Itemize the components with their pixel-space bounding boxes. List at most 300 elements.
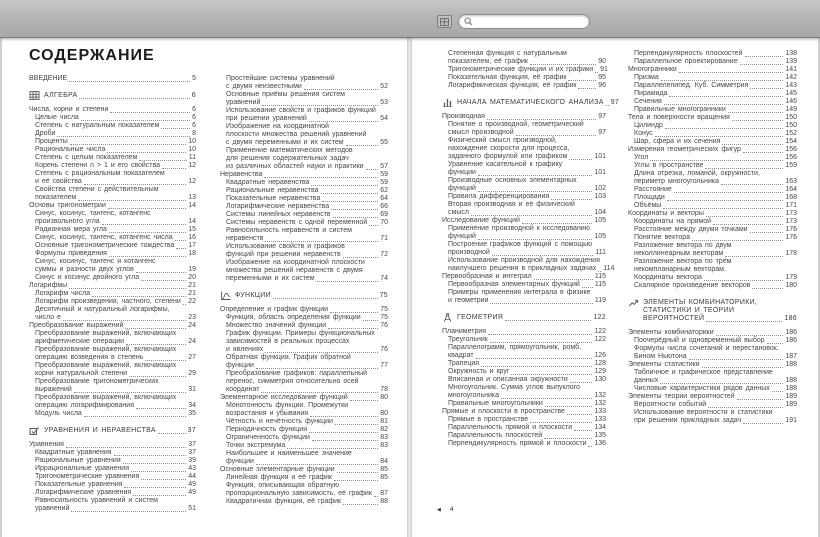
toc-entry	[442, 201, 606, 217]
toc-page-number: 10	[188, 138, 196, 145]
toc-entry-text: Уравнение касательной к графику	[448, 161, 563, 168]
dot-leader	[70, 144, 186, 145]
page-footer	[437, 506, 453, 513]
dot-leader	[716, 335, 784, 336]
toc-entry-text: Множество значений функции	[226, 322, 327, 329]
toc-entry	[220, 227, 388, 243]
dot-leader	[133, 495, 186, 496]
toc-page-number: 17	[188, 242, 196, 249]
toc-entry	[220, 498, 388, 506]
toc-entry-text: и геометрии	[448, 297, 489, 304]
dot-leader	[674, 192, 784, 193]
dot-leader	[721, 184, 783, 185]
toc-page-number: 122	[593, 314, 606, 321]
toc-entry	[628, 74, 797, 82]
toc-entry-text: НАЧАЛА МАТЕМАТИЧЕСКОГО АНАЛИЗА	[457, 99, 604, 106]
dot-leader	[713, 224, 783, 225]
toc-entry-text: некомпланарным векторам.	[634, 266, 726, 273]
toc-entry-text: Логарифм произведения, частного, степени	[35, 298, 181, 305]
toc-entry-text: заданного формулой или графиком	[448, 153, 568, 160]
toc-page-number: 105	[594, 217, 606, 224]
dot-leader	[569, 159, 592, 160]
toc-page-number: 145	[785, 90, 797, 97]
toc-page-number: 76	[380, 322, 388, 329]
dot-leader	[330, 312, 378, 313]
dot-leader	[183, 304, 186, 305]
toc-entry-text: Показательная функция, её график	[448, 74, 567, 81]
dot-leader	[660, 383, 783, 384]
toc-entry-text: Тела и поверхности вращения	[628, 114, 730, 121]
toc-entry-text: функций	[448, 233, 476, 240]
toc-entry-text: Параллелепипед. Куб. Симметрия	[634, 82, 749, 89]
toc-page-number: 84	[380, 458, 388, 465]
toc-page-number: 16	[188, 234, 196, 241]
dot-leader	[309, 121, 378, 122]
toc-page-number: 180	[785, 282, 797, 289]
dot-leader	[141, 479, 186, 480]
grid-icon	[440, 14, 449, 29]
toc-page-number: 6	[192, 114, 196, 121]
dot-leader	[679, 72, 783, 73]
dot-leader	[273, 298, 378, 299]
toc-page-number: 22	[188, 298, 196, 305]
toc-page-number: 82	[380, 426, 388, 433]
dot-leader	[772, 391, 784, 392]
toc-entry-text: Функция, область определения функции	[226, 314, 361, 321]
toc-entry-text: Точки экстремума	[226, 442, 286, 449]
toc-entry-text: Радианная мера угла	[35, 226, 107, 233]
toc-entry-text: Прямые в пространстве	[448, 416, 529, 423]
dot-leader	[530, 422, 592, 423]
toc-entry	[29, 457, 196, 465]
dot-leader	[145, 360, 186, 361]
toc-entry	[29, 226, 196, 234]
toc-entry-text: Измерения геометрических фигур	[628, 146, 741, 153]
toc-entry-text: Скалярное произведение векторов	[634, 282, 751, 289]
toc-entry-text: Применение производной к исследованию	[448, 225, 590, 232]
dot-leader	[343, 257, 378, 258]
toc-page-number: 188	[785, 361, 797, 368]
toc-entry-text: показателем, её график	[448, 58, 528, 65]
toc-entry	[29, 106, 196, 114]
toc-entry-text: Шар, сфера и их сечения	[634, 138, 721, 145]
dot-leader	[567, 414, 592, 415]
toc-entry	[442, 74, 606, 82]
toc-entry	[442, 432, 606, 440]
toc-page-number: 29	[188, 370, 196, 377]
dot-leader	[126, 344, 186, 345]
toc-page-number: 70	[380, 219, 388, 226]
toc-page-number: 88	[380, 498, 388, 505]
dot-leader	[476, 358, 593, 359]
thumbnails-button[interactable]	[437, 15, 452, 28]
dot-leader	[66, 447, 186, 448]
toc-page-number: 75	[380, 314, 388, 321]
dot-leader	[545, 406, 592, 407]
dot-leader	[333, 217, 379, 218]
toc-page-number: 51	[188, 505, 196, 512]
toc-entry-text: Квадратные уравнения	[35, 449, 112, 456]
toc-entry-text: Изображение на координатной	[226, 123, 329, 130]
toc-entry-text: Понятие о производной, геометрический	[448, 121, 584, 128]
dot-leader	[79, 98, 189, 99]
dot-leader	[69, 81, 190, 82]
toc-page-number: 52	[380, 83, 388, 90]
toc-entry-text: множества решений неравенств с двумя	[226, 267, 363, 274]
toc-page-number: 186	[785, 329, 797, 336]
toc-page-number: 132	[594, 392, 606, 399]
toc-entry-text: ВВЕДЕНИЕ	[29, 75, 68, 82]
toc-page-number: 83	[380, 434, 388, 441]
toc-page-number: 149	[785, 106, 797, 113]
toc-section-header	[442, 313, 606, 322]
dot-leader	[544, 438, 592, 439]
toc-entry	[628, 202, 797, 210]
toc-page-number: 49	[188, 489, 196, 496]
toc-entry	[442, 217, 606, 225]
toc-entry-text: зависимостей в реальных процессах	[226, 338, 350, 345]
toc-page-number: 122	[594, 336, 606, 343]
toc-page-number: 78	[380, 386, 388, 393]
toc-entry	[220, 147, 388, 171]
toc-entry-text: Корень степени n > 1 и его свойства	[35, 162, 161, 169]
dot-leader	[570, 382, 593, 383]
toc-page-number: 85	[380, 474, 388, 481]
toc-entry-text: Монотонность функции. Промежутки	[226, 402, 349, 409]
toc-entry	[442, 344, 606, 360]
toc-page-number: 53	[380, 99, 388, 106]
toc-page-number: 189	[785, 401, 797, 408]
toc-entry-text: показателем	[35, 194, 77, 201]
toc-entry	[442, 193, 606, 201]
dot-leader	[63, 320, 186, 321]
algebra-grid-icon	[29, 91, 40, 100]
toc-entry-text: Табличное и графическое представление	[634, 369, 773, 376]
dot-leader	[262, 105, 378, 106]
toc-entry-text: Элементы теории вероятностей	[628, 393, 735, 400]
toc-section-header	[628, 298, 797, 323]
toc-page-number: 96	[598, 82, 606, 89]
dot-leader	[492, 255, 594, 256]
toc-entry	[628, 66, 797, 74]
toc-entry	[220, 330, 388, 354]
toc-page-number: 11	[188, 154, 196, 161]
toc-entry	[628, 58, 797, 66]
toc-page-number: 146	[785, 98, 797, 105]
toc-page-number: 102	[594, 185, 606, 192]
toc-entry-text: Бином Ньютона	[634, 353, 687, 360]
dot-leader	[309, 432, 378, 433]
toc-entry-text: Модуль числа	[35, 410, 82, 417]
toc-entry-text: Правильные многогранники	[634, 106, 726, 113]
toc-entry-text: данных	[634, 377, 659, 384]
dot-leader	[478, 239, 592, 240]
search-box[interactable]	[458, 14, 590, 29]
toc-entry-text: Использование свойств и графиков функций	[226, 107, 376, 114]
dot-leader	[750, 232, 784, 233]
toc-entry-text: АЛГЕБРА	[44, 92, 78, 99]
toc-entry	[220, 418, 388, 426]
toc-entry-text: Координаты и векторы	[628, 210, 704, 217]
dot-leader	[71, 511, 186, 512]
toc-column-2	[220, 75, 388, 506]
toc-entry	[442, 289, 606, 305]
dot-leader	[256, 464, 378, 465]
toc-entry-text: Понятие вектора	[634, 234, 691, 241]
dot-leader	[81, 120, 190, 121]
toc-entry	[29, 186, 196, 202]
dot-leader	[732, 120, 783, 121]
toc-page-number: 171	[785, 202, 797, 209]
dot-leader	[752, 288, 783, 289]
toc-page-number: 12	[188, 178, 196, 185]
toc-entry-text: произвольного угла	[35, 218, 100, 225]
toc-page-number: 126	[594, 352, 606, 359]
dot-leader	[57, 136, 190, 137]
toc-entry	[29, 130, 196, 138]
toc-entry	[628, 98, 797, 106]
toc-entry-text: пропорциональную зависимость, её график	[226, 490, 372, 497]
toc-entry	[29, 465, 196, 473]
toc-entry	[628, 226, 797, 234]
toc-entry-text: и явлениях	[226, 346, 264, 353]
toc-page-number: 163	[785, 178, 797, 185]
toc-entry	[220, 370, 388, 394]
toc-page-number: 134	[594, 424, 606, 431]
toc-entry	[442, 376, 606, 384]
toc-entry	[29, 441, 196, 449]
toc-page-number: 27	[188, 354, 196, 361]
toc-entry	[220, 322, 388, 330]
toc-entry-text: Системы неравенств с одной переменной	[226, 219, 368, 226]
dot-leader	[110, 112, 190, 113]
toc-page-number: 69	[380, 211, 388, 218]
toc-entry-text: Логарифм числа	[35, 290, 91, 297]
toc-page-number: 76	[380, 346, 388, 353]
toc-entry-text: Правила дифференцирования	[448, 193, 550, 200]
dot-leader	[69, 288, 186, 289]
dot-leader	[551, 199, 592, 200]
dot-leader	[522, 223, 592, 224]
toc-page-number: 83	[380, 442, 388, 449]
dot-leader	[667, 200, 784, 201]
dot-leader	[265, 241, 378, 242]
dot-leader	[750, 88, 783, 89]
toc-entry-text: функции	[226, 362, 254, 369]
toc-entry-text: уравнений	[35, 505, 70, 512]
dot-leader	[665, 128, 783, 129]
toc-page-number: 87	[380, 490, 388, 497]
dot-leader	[161, 128, 190, 129]
toc-page-number: 80	[380, 394, 388, 401]
toc-entry-text: ФУНКЦИИ	[235, 292, 271, 299]
toc-entry-text: Степень с целым показателем	[35, 154, 138, 161]
toc-entry-text: Преобразование выражений, включающих	[35, 362, 177, 369]
toc-page-number: 13	[188, 194, 196, 201]
toc-entry-text: Поочерёдный и одновременный выбор	[634, 337, 765, 344]
toc-page-number: 187	[785, 353, 797, 360]
toc-entry-text: Рациональные неравенства	[226, 187, 319, 194]
toc-entry-text: Угол	[634, 154, 649, 161]
dot-leader	[490, 303, 592, 304]
dot-leader	[743, 423, 783, 424]
toc-entry	[442, 416, 606, 424]
toc-entry-text: Синус и косинус двойного угла	[35, 274, 140, 281]
toc-entry-text: периметр многоугольника	[634, 178, 720, 185]
toc-page-number: 75	[380, 306, 388, 313]
dot-leader	[331, 209, 378, 210]
dot-leader	[689, 359, 784, 360]
dot-leader	[488, 334, 592, 335]
dot-leader	[692, 240, 783, 241]
dot-leader	[481, 366, 592, 367]
dot-leader	[598, 271, 601, 272]
toc-entry-text: Цилиндр	[634, 122, 663, 129]
dot-leader	[722, 144, 783, 145]
toc-page-number: 97	[598, 129, 606, 136]
toc-entry	[220, 123, 388, 147]
toc-entry	[220, 442, 388, 450]
toc-page-number: 8	[192, 130, 196, 137]
dot-leader	[78, 200, 186, 201]
equations-check-icon	[29, 426, 40, 435]
toc-page-number: 101	[594, 153, 606, 160]
toc-page-number: 19	[188, 266, 196, 273]
toc-page-number: 5	[192, 75, 196, 82]
toc-page-number: 14	[188, 202, 196, 209]
dot-leader	[256, 368, 378, 369]
dot-leader	[109, 232, 186, 233]
dot-leader	[702, 367, 784, 368]
toc-entry-text: Сечения	[634, 98, 662, 105]
toc-entry	[220, 91, 388, 107]
toc-entry-text: Параллельность прямой и плоскости	[448, 424, 573, 431]
toc-entry-text: Обратная функция. График обратной	[226, 354, 351, 361]
toc-entry	[220, 75, 388, 91]
toc-entry-text: Основные тригонометрические тождества	[35, 242, 175, 249]
toc-entry-text: Применение математических методов	[226, 147, 353, 154]
toc-page-number: 97	[598, 113, 606, 120]
toc-page-number: 80	[380, 410, 388, 417]
dot-leader	[346, 145, 379, 146]
toc-page-number: 135	[594, 432, 606, 439]
dot-leader	[516, 135, 597, 136]
toc-entry	[628, 345, 797, 361]
dot-leader	[84, 416, 186, 417]
toc-entry-text: неравенств	[226, 235, 264, 242]
toc-entry	[29, 449, 196, 457]
toc-page-number: 141	[785, 66, 797, 73]
toc-entry	[29, 202, 196, 210]
toc-entry-text: суммы и разности двух углов	[35, 266, 134, 273]
toc-entry-text: Синус, косинус, тангенс и котангенс	[35, 258, 156, 265]
toc-entry	[29, 481, 196, 489]
dot-leader	[574, 430, 592, 431]
toc-entry	[220, 482, 388, 498]
dot-leader	[708, 407, 783, 408]
toc-page-number: 37	[188, 441, 196, 448]
dot-leader	[265, 352, 378, 353]
dot-leader	[131, 471, 186, 472]
toc-page-number: 62	[380, 187, 388, 194]
toc-entry-text: функций при решении неравенств	[226, 251, 341, 258]
toc-entry	[628, 218, 797, 226]
toc-entry	[442, 121, 606, 137]
toc-page-number: 179	[785, 274, 797, 281]
toc-entry-text: Исследование функций	[442, 217, 520, 224]
geometry-compass-icon	[442, 313, 453, 322]
analysis-bars-icon	[442, 98, 453, 107]
toc-entry-text: многоугольника	[448, 392, 500, 399]
toc-page-number: 12	[188, 162, 196, 169]
toc-entry	[628, 130, 797, 138]
toc-entry	[29, 282, 196, 290]
toc-entry	[442, 273, 606, 281]
toc-page-number: 178	[785, 250, 797, 257]
toc-entry	[29, 162, 196, 170]
toc-entry	[442, 424, 606, 432]
dot-leader	[743, 152, 783, 153]
toc-entry	[29, 210, 196, 226]
toc-entry-text: Первообразная элементарных функций	[448, 281, 580, 288]
toc-entry	[628, 409, 797, 425]
toc-page-number: 59	[380, 171, 388, 178]
dot-leader	[175, 240, 187, 241]
toc-entry-text: Конус	[634, 130, 653, 137]
dot-leader	[501, 398, 592, 399]
toc-entry	[29, 75, 196, 83]
dot-leader	[321, 193, 379, 194]
toc-entry-text: Призма	[634, 74, 659, 81]
toc-column-4	[628, 50, 797, 425]
toc-entry-text: при решении уравнений	[226, 115, 307, 122]
dot-leader	[176, 248, 186, 249]
toc-entry-text: Чётность и нечётность функции	[226, 418, 333, 425]
toc-page-number: 176	[785, 234, 797, 241]
toc-entry-text: СТАТИСТИКИ И ТЕОРИИ	[643, 307, 735, 314]
dot-leader	[312, 440, 378, 441]
toc-entry	[29, 410, 196, 418]
toc-entry-text: Синус, косинус, тангенс, котангенс числа	[35, 234, 173, 241]
toc-entry	[628, 210, 797, 218]
toc-entry	[628, 361, 797, 369]
toc-entry-text: Расстояние между двумя точками	[634, 226, 748, 233]
toc-page-number: 164	[785, 186, 797, 193]
dot-leader	[534, 279, 593, 280]
dot-leader	[511, 374, 592, 375]
toc-entry	[628, 82, 797, 90]
toc-section-header	[442, 98, 620, 107]
toc-entry	[442, 336, 606, 344]
search-input[interactable]	[476, 16, 584, 28]
toc-entry-text: Преобразование выражений	[29, 322, 124, 329]
toc-page-number: 18	[188, 250, 196, 257]
toc-entry-text: функции	[226, 458, 254, 465]
toc-entry	[628, 122, 797, 130]
toc-entry	[29, 234, 196, 242]
toc-page-number: 95	[598, 74, 606, 81]
toc-entry	[442, 137, 606, 161]
dot-leader	[158, 433, 186, 434]
toc-page-number: 191	[785, 417, 797, 424]
toc-entry-text: Формулы приведения	[35, 250, 107, 257]
dot-leader	[129, 376, 186, 377]
dot-leader	[304, 89, 378, 90]
toc-entry-text: Простейшие системы уравнений	[226, 75, 335, 82]
toc-entry-text: Вероятности событий	[634, 401, 707, 408]
toc-entry	[29, 378, 196, 394]
toc-entry	[442, 368, 606, 376]
